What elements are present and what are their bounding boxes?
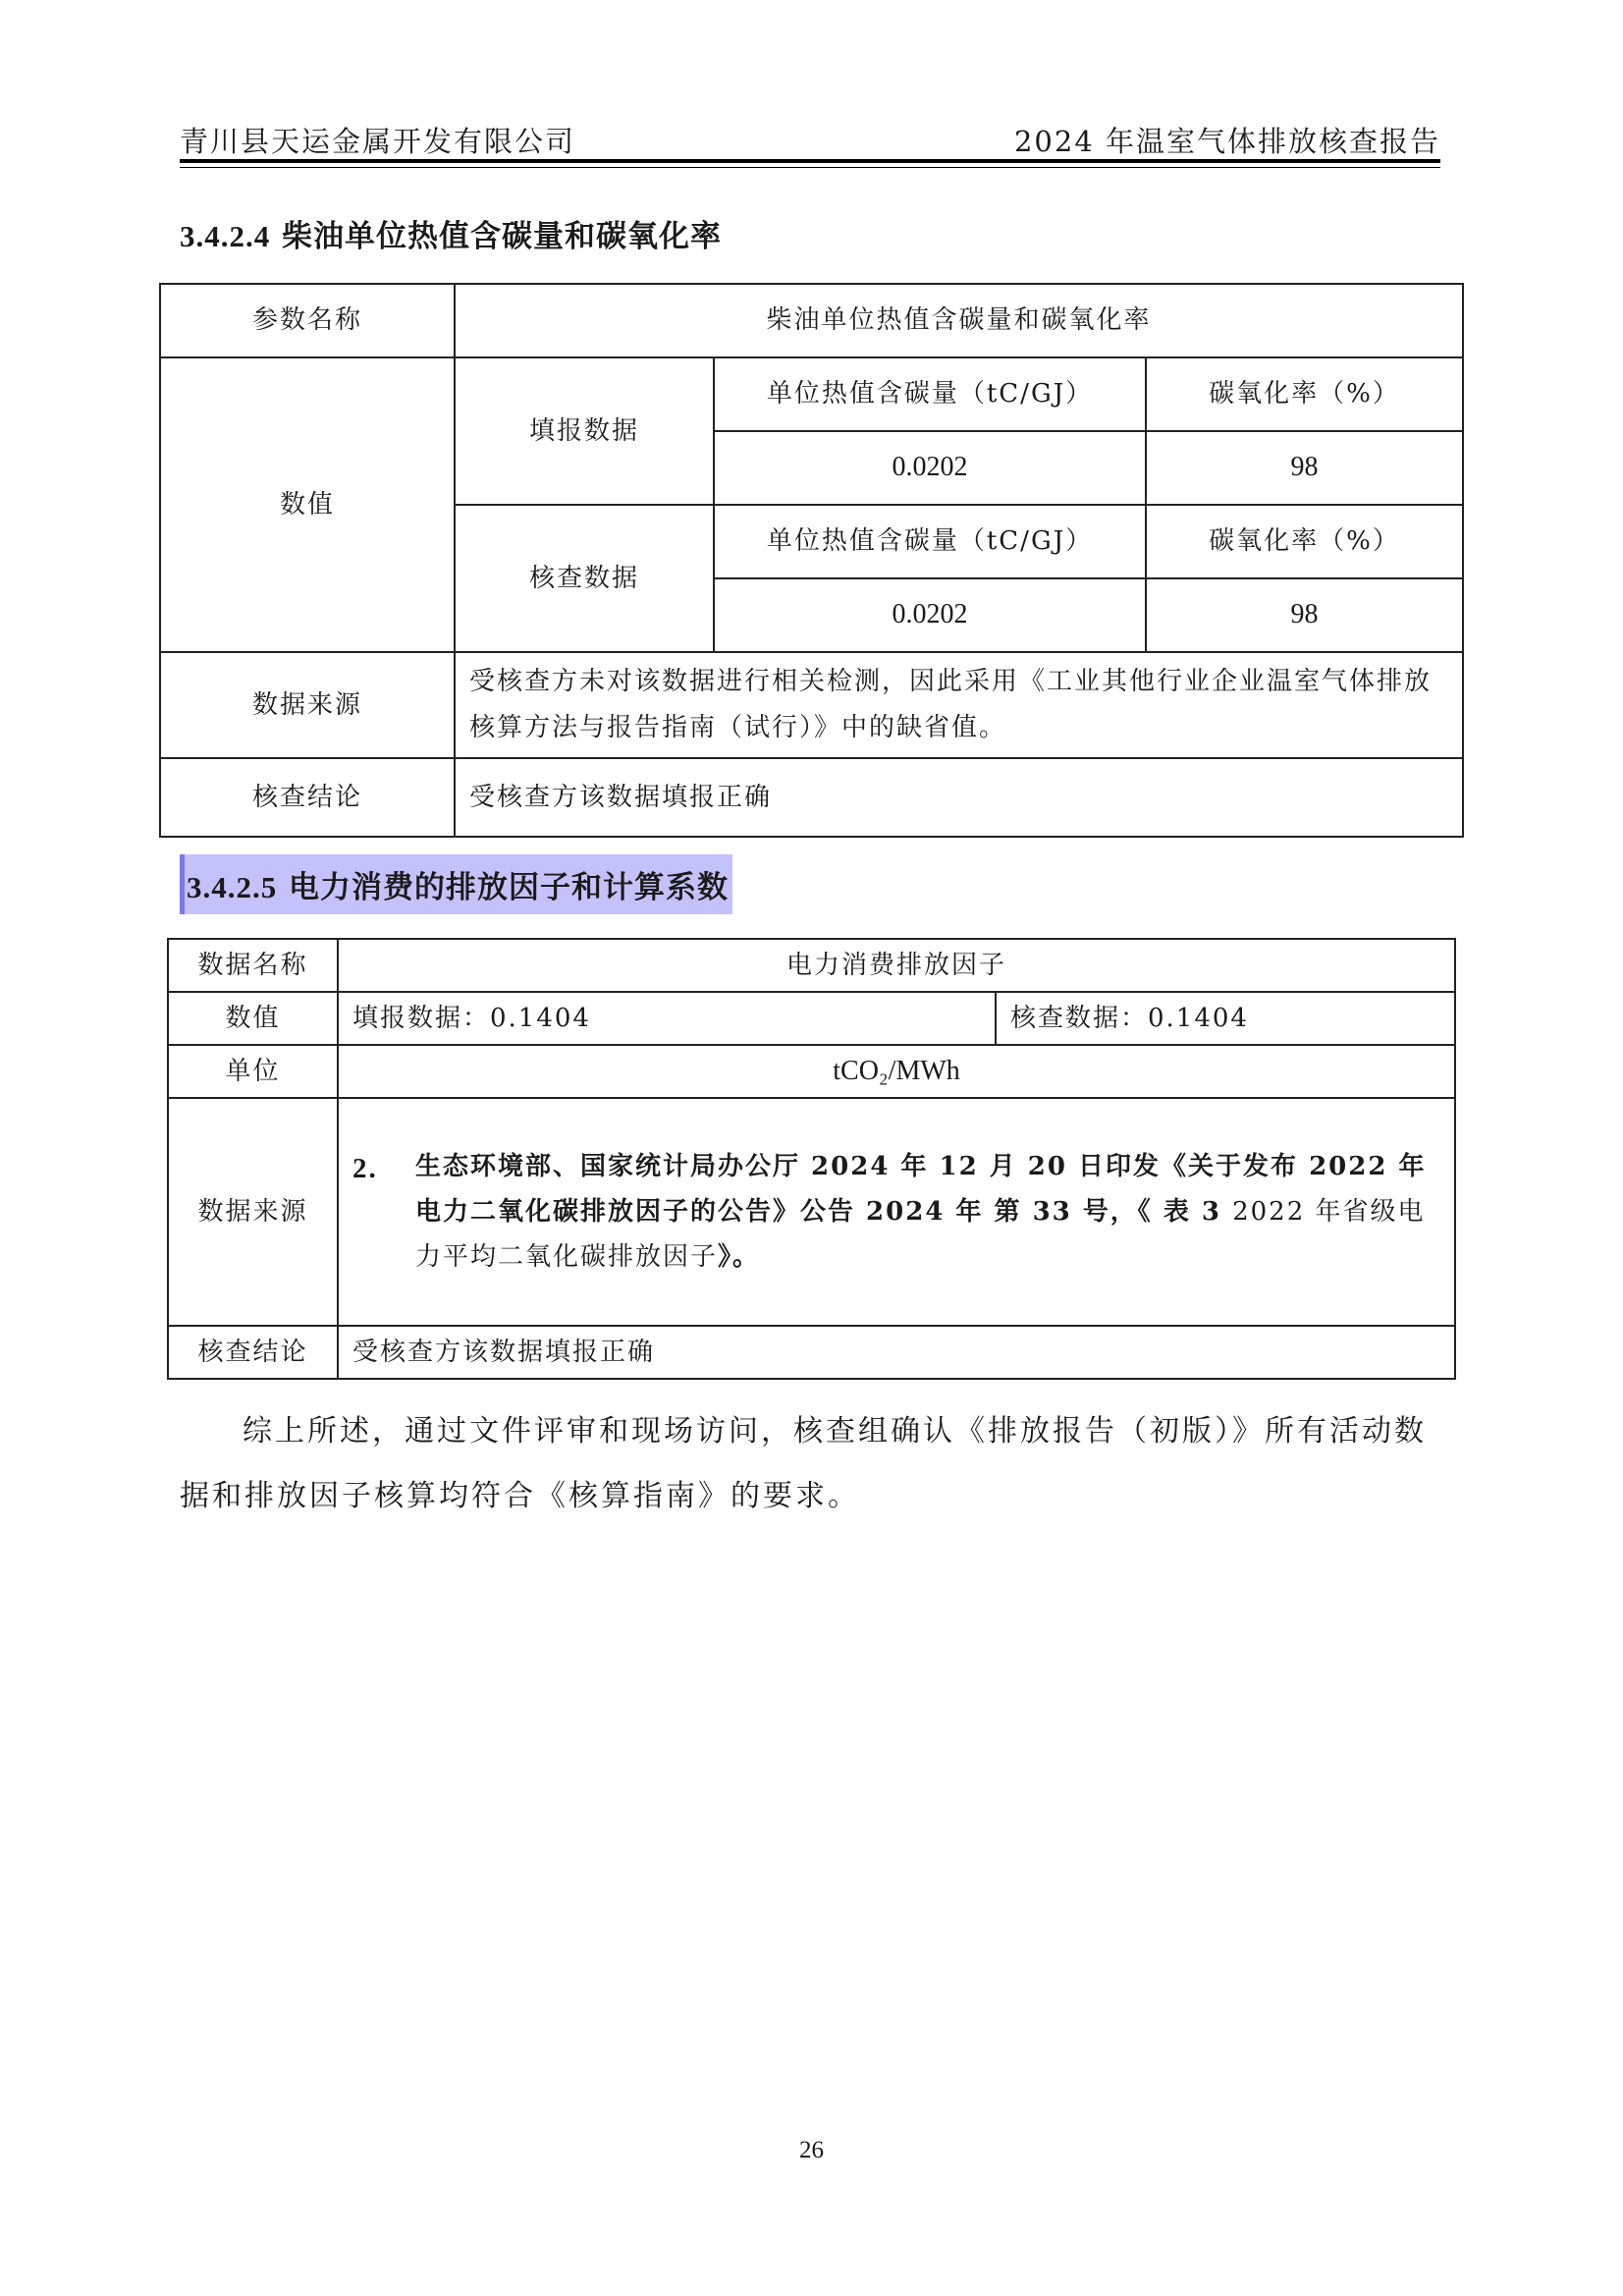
reported-value: 填报数据：0.1404 bbox=[338, 992, 996, 1045]
verified-value: 核查数据：0.1404 bbox=[996, 992, 1455, 1045]
conclusion-text: 受核查方该数据填报正确 bbox=[455, 758, 1463, 837]
col2-header: 碳氧化率（%） bbox=[1146, 357, 1463, 431]
col1-header: 单位热值含碳量（tC/GJ） bbox=[714, 357, 1146, 431]
value-label: 数值 bbox=[160, 357, 455, 652]
verified-label: 核查数据 bbox=[455, 505, 714, 652]
header-report-title: 2024 年温室气体排放核查报告 bbox=[1013, 125, 1440, 158]
source-text: 受核查方未对该数据进行相关检测，因此采用《工业其他行业企业温室气体排放核算方法与报告指南（试行）》中的缺省值。 bbox=[455, 652, 1463, 758]
page-header bbox=[180, 116, 1440, 159]
section-number: 3.4.2.4 bbox=[180, 219, 271, 253]
source-end-text: 》。 bbox=[718, 1242, 761, 1273]
diesel-carbon-table bbox=[159, 283, 1464, 838]
section-heading-3-4-2-4 bbox=[180, 211, 722, 255]
reported-oxidation-rate: 98 bbox=[1290, 452, 1319, 483]
reported-carbon-content: 0.0202 bbox=[892, 452, 968, 483]
verified-oxidation-rate: 98 bbox=[1290, 599, 1319, 630]
conclusion-label: 核查结论 bbox=[168, 1326, 338, 1379]
data-name-label: 数据名称 bbox=[168, 939, 338, 992]
source-bold-text: 生态环境部、国家统计局办公厅 2024 年 12 月 20 日印发《关于发布 2022 年电力二氧化碳排放因子的公告》公告 2024 年 第 33 号，《 表 3 bbox=[415, 1151, 1427, 1227]
conclusion-label: 核查结论 bbox=[160, 758, 455, 837]
section-heading-3-4-2-5 bbox=[180, 854, 732, 914]
source-cell bbox=[338, 1098, 1455, 1326]
page-number: 26 bbox=[799, 2137, 824, 2163]
unit-value: tCO₂/MWh bbox=[833, 1055, 960, 1086]
summary-paragraph: 综上所述，通过文件评审和现场访问，核查组确认《排放报告（初版）》所有活动数据和排放因子核算均符合《核算指南》的要求。 bbox=[180, 1414, 1427, 1513]
header-rule-thin bbox=[180, 167, 1440, 168]
param-name-value: 柴油单位热值含碳量和碳氧化率 bbox=[455, 284, 1463, 357]
source-label: 数据来源 bbox=[160, 652, 455, 758]
col2-header: 碳氧化率（%） bbox=[1146, 505, 1463, 578]
source-normal-text: 2022 年省级电力平均二氧化碳排放因子 bbox=[415, 1196, 1426, 1273]
section-title: 电力消费的排放因子和计算系数 bbox=[289, 870, 730, 905]
source-list-number: 2. bbox=[352, 1152, 378, 1184]
param-name-label: 参数名称 bbox=[160, 284, 455, 357]
header-rule-thick bbox=[180, 159, 1440, 163]
section-title: 柴油单位热值含碳量和碳氧化率 bbox=[282, 219, 723, 254]
section-number: 3.4.2.5 bbox=[187, 870, 278, 904]
verified-carbon-content: 0.0202 bbox=[892, 599, 968, 630]
value-label: 数值 bbox=[168, 992, 338, 1045]
data-name-value: 电力消费排放因子 bbox=[338, 939, 1455, 992]
electricity-factor-table bbox=[167, 938, 1456, 1380]
source-label: 数据来源 bbox=[168, 1098, 338, 1326]
reported-label: 填报数据 bbox=[455, 357, 714, 505]
header-company: 青川县天运金属开发有限公司 bbox=[180, 125, 576, 158]
conclusion-text: 受核查方该数据填报正确 bbox=[338, 1326, 1455, 1379]
unit-label: 单位 bbox=[168, 1045, 338, 1098]
col1-header: 单位热值含碳量（tC/GJ） bbox=[714, 505, 1146, 578]
